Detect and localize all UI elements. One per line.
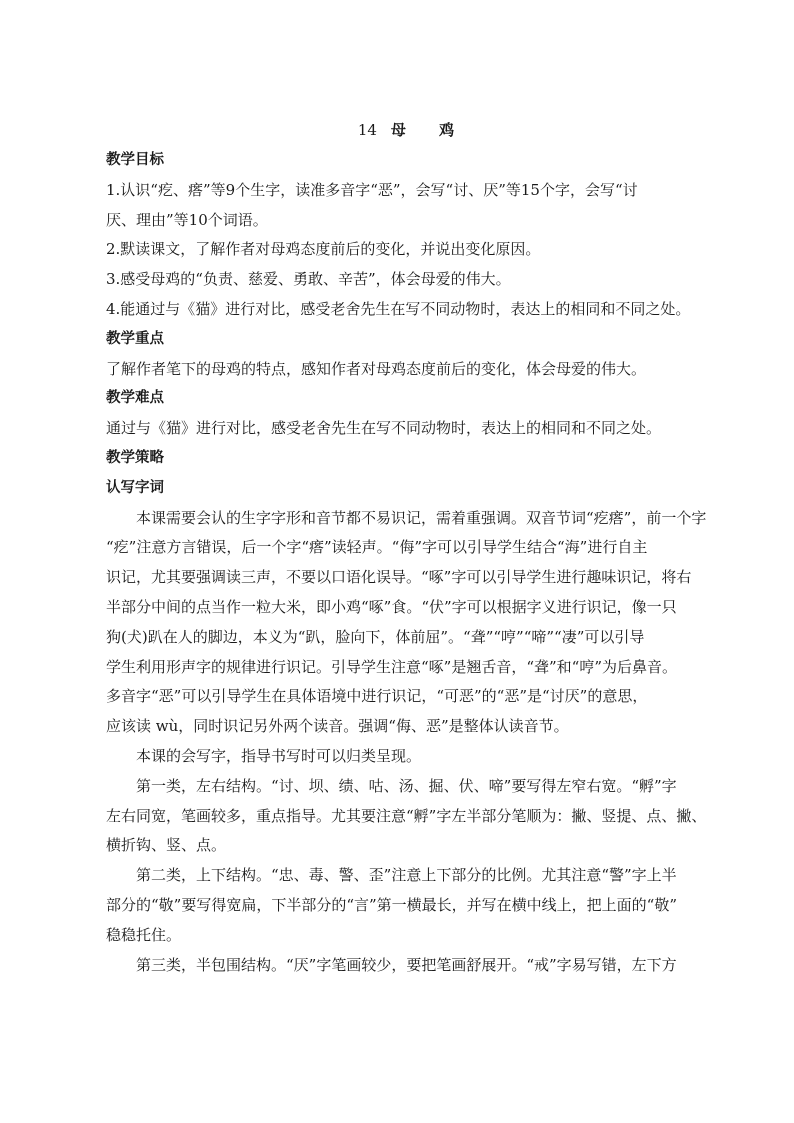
goal-2: 2.默读课文，了解作者对母鸡态度前后的变化，并说出变化原因。 xyxy=(106,240,541,259)
paragraph-line: 部分的“敬”要写得宽扁，下半部分的“言”第一横最长，并写在横中线上，把上面的“敬” xyxy=(106,895,678,914)
goals-heading: 教学目标 xyxy=(106,152,164,168)
paragraph-line: 多音字“恶”可以引导学生在具体语境中进行识记，“可恶”的“恶”是“讨厌”的意思， xyxy=(106,687,648,706)
paragraph-line: 狗(犬)趴在人的脚边，本义为“趴，脸向下，体前屈”。“聋”“哼”“啼”“凄”可以引导 xyxy=(106,627,645,646)
paragraph-line: 本课需要会认的生字字形和音节都不易识记，需着重强调。双音节词“疙瘩”，前一个字 xyxy=(136,508,707,527)
paragraph-line: 第一类，左右结构。“讨、坝、绩、咕、汤、掘、伏、啼”要写得左窄右宽。“孵”字 xyxy=(136,776,677,795)
key-heading: 教学重点 xyxy=(106,330,164,347)
lesson-number: 14 xyxy=(357,121,377,139)
difficulty-heading: 教学难点 xyxy=(106,390,164,407)
goal-4: 4.能通过与《猫》进行对比，感受老舍先生在写不同动物时，表达上的相同和不同之处。 xyxy=(106,299,691,318)
lesson-name: 母 鸡 xyxy=(390,121,469,139)
difficulty-text: 通过与《猫》进行对比，感受老舍先生在写不同动物时，表达上的相同和不同之处。 xyxy=(106,419,662,438)
subheading-word-learning: 认写字词 xyxy=(106,479,164,496)
paragraph-line: 稳稳托住。 xyxy=(106,925,182,944)
goal-3: 3.感受母鸡的“负责、慈爱、勇敢、辛苦”，体会母爱的伟大。 xyxy=(106,270,511,289)
paragraph-line: 横折钩、竖、点。 xyxy=(106,836,227,855)
paragraph-left-right xyxy=(106,772,708,861)
key-text: 了解作者笔下的母鸡的特点，感知作者对母鸡态度前后的变化，体会母爱的伟大。 xyxy=(106,359,647,378)
paragraph-recognition xyxy=(106,504,708,742)
strategy-heading: 教学策略 xyxy=(106,449,164,466)
paragraph-line: 本课的会写字，指导书写时可以归类呈现。 xyxy=(136,746,422,765)
paragraph-half-enclosed xyxy=(106,951,708,981)
lesson-title xyxy=(106,118,708,142)
paragraph-line: 第三类，半包围结构。“厌”字笔画较少，要把笔画舒展开。“戒”字易写错，左下方 xyxy=(136,955,677,974)
paragraph-line: “疙”注意方言错误，后一个字“瘩”读轻声。“侮”字可以引导学生结合“海”进行自主 xyxy=(106,538,648,557)
paragraph-top-bottom xyxy=(106,861,708,950)
paragraph-line: 左右同宽，笔画较多，重点指导。尤其要注意“孵”字左半部分笔顺为：撇、竖提、点、撇、 xyxy=(106,806,707,825)
paragraph-line: 第二类，上下结构。“忠、毒、警、歪”注意上下部分的比例。尤其注意“警”字上半 xyxy=(136,866,677,885)
paragraph-line: 半部分中间的点当作一粒大米，即小鸡“啄”食。“伏”字可以根据字义进行识记，像一只 xyxy=(106,597,677,616)
paragraph-line: 应该读 wù，同时识记另外两个读音。强调“侮、恶”是整体认读音节。 xyxy=(106,717,569,736)
goal-1-line-1: 1.认识“疙、瘩”等9个生字，读准多音字“恶”，会写“讨、厌”等15个字，会写“讨 xyxy=(106,180,638,199)
paragraph-writing-intro xyxy=(106,742,708,772)
paragraph-line: 识记，尤其要强调读三声，不要以口语化误导。“啄”字可以引导学生进行趣味识记，将右 xyxy=(106,568,692,587)
goal-1-line-2: 厌、理由”等10个词语。 xyxy=(106,210,268,229)
paragraph-line: 学生利用形声字的规律进行识记。引导学生注意“啄”是翘舌音，“聋”和“哼”为后鼻音。 xyxy=(106,657,678,676)
